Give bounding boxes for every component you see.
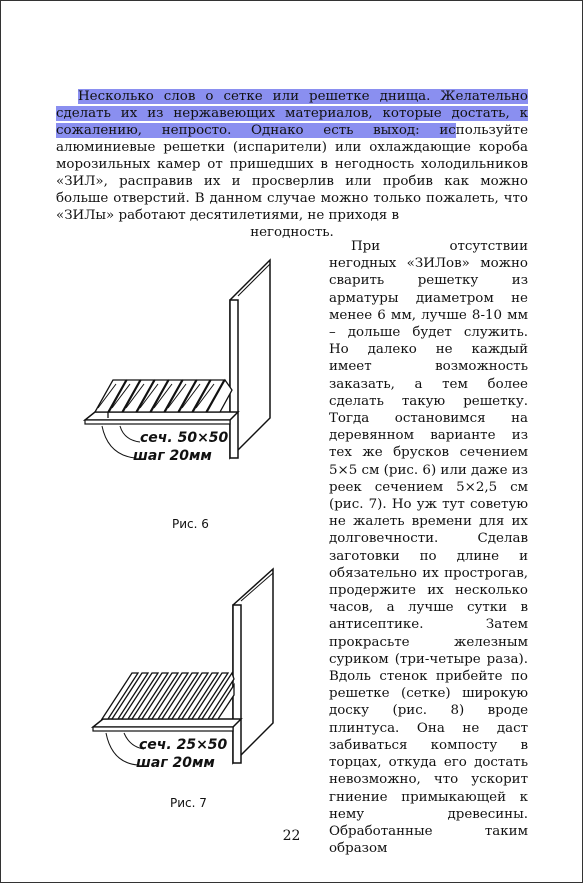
figure-7-caption: Рис. 7 (170, 796, 207, 810)
intro-paragraph (56, 88, 528, 241)
intro-last-line: негодность. (250, 225, 334, 240)
right-column-text (329, 238, 528, 857)
figure-6-caption: Рис. 6 (172, 517, 209, 531)
figure-6-section-label: сеч. 50×50 (140, 430, 229, 446)
page-number: 22 (282, 828, 301, 844)
intro-text: пользуйте алюминиевые решетки (испарители) или охлаждающие короба морозильных камер от пришедших в негодность холодильников «ЗИЛ», расправив их и просверлив или пробив как можно больше отверстий. В данном случае можно только пожалеть, что «ЗИЛы» работают десятилетиями, не приходя в (56, 123, 528, 223)
right-column-paragraph: При отсутствии негодных «ЗИЛов» можно сварить решетку из арматуры диаметром не менее 6 мм, лучше 8-10 мм – дольше будет служить. Но далеко не каждый имеет возможность заказать, а тем более сделать такую решетку. Тогда остановимся на деревянном варианте из тех же брусков сечением 5×5 см (рис. 6) или даже из реек сечением 5×2,5 см (рис. 7). Но уж тут советую не жалеть времени для их долговечности. Сделав заготовки по длине и обязательно их прострогав, продержите их несколько часов, а лучше сутки в антисептике. Затем прокрасьте железным суриком (три-четыре раза). Вдоль стенок прибейте по решетке (сетке) широкую доску (рис. 8) вроде плинтуса. Она не даст забиваться компосту в торцах, откуда его достать невозможно, что ускорит гниение примыкающей к нему древесины. Обработанные таким образом (329, 239, 528, 857)
figure-7-step-label: шаг 20мм (136, 755, 215, 771)
highlighted-text: Несколько слов о сетке или решетке днища. Желательно сделать их из нержавеющих материалов, которые достать, к сожалению, непросто. Однако есть выход: ис (56, 89, 528, 138)
figure-7-section-label: сеч. 25×50 (139, 737, 228, 753)
figure-6-step-label: шаг 20мм (133, 448, 212, 464)
